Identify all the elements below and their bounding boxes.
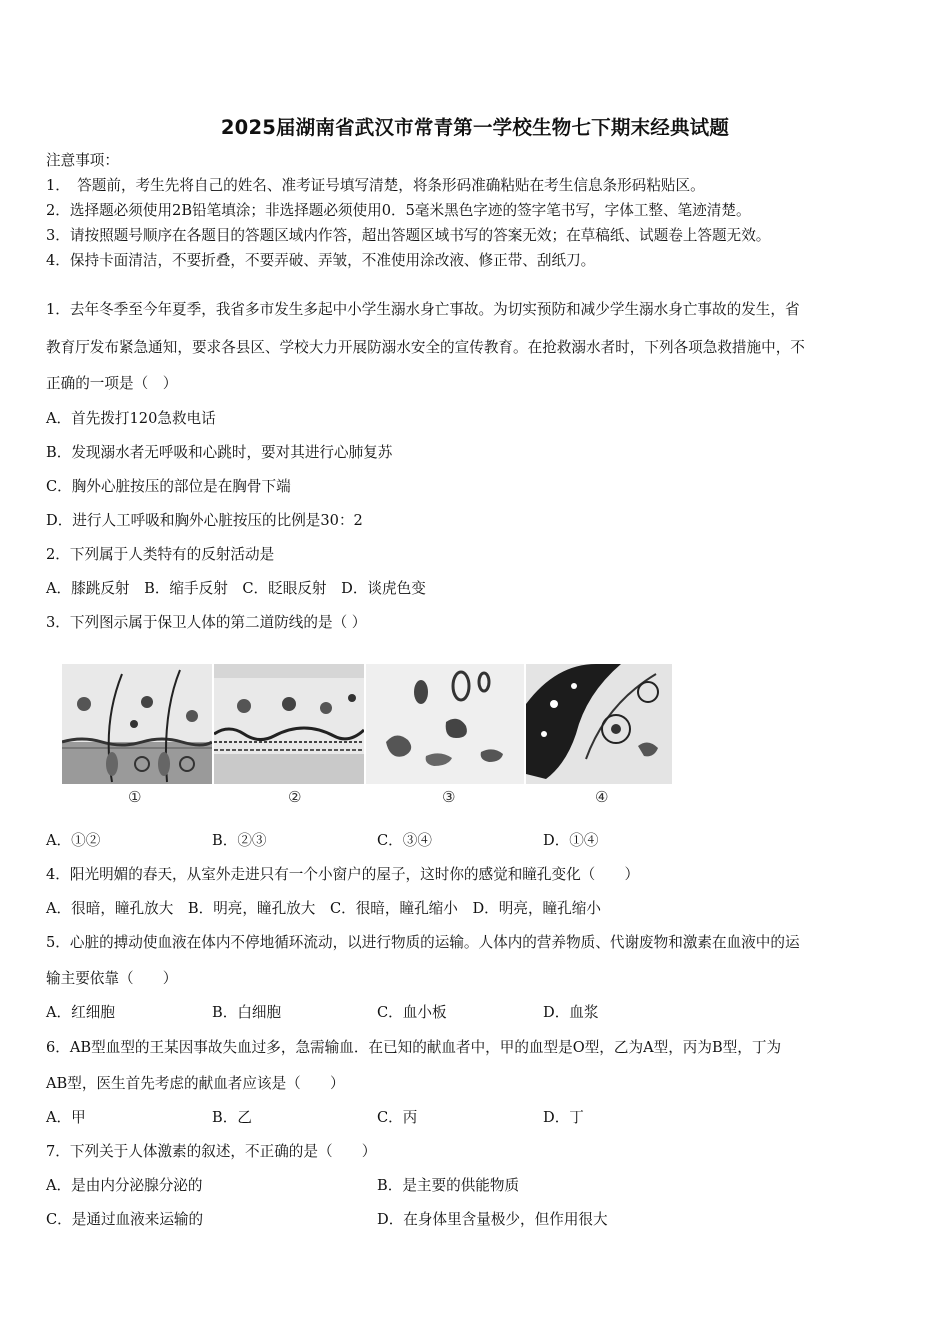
mucosa-illustration [214, 664, 364, 784]
figure-panel-4 [526, 664, 672, 784]
option-b: B．乙 [212, 1109, 252, 1126]
option-d: D．丁 [543, 1109, 584, 1126]
figure-panel-3 [366, 664, 524, 784]
question-stem: 输主要依靠（ ） [46, 970, 178, 987]
option-b: B．发现溺水者无呼吸和心跳时，要对其进行心肺复苏 [46, 444, 393, 461]
figure-label-2: ② [288, 788, 302, 806]
question-stem: 6．AB型血型的王某因事故失血过多，急需输血．在已知的献血者中，甲的血型是O型，乙为A型，丙为B型，丁为 [46, 1039, 782, 1056]
notice-item: 3．请按照题号顺序在各题目的答题区域内作答，超出答题区域书写的答案无效；在草稿纸、试题卷上答题无效。 [46, 227, 771, 244]
option-d: D．①④ [543, 832, 599, 849]
option-c: C．丙 [377, 1109, 418, 1126]
option-c: C．血小板 [377, 1004, 447, 1021]
option-d: D．进行人工呼吸和胸外心脏按压的比例是30：2 [46, 512, 363, 529]
option-d: D．血浆 [543, 1004, 599, 1021]
figure-label-4: ④ [595, 788, 609, 806]
option-d: D．在身体里含量极少，但作用很大 [377, 1211, 608, 1228]
question-stem: AB型，医生首先考虑的献血者应该是（ ） [46, 1075, 345, 1092]
notice-item: 1． 答题前，考生先将自己的姓名、准考证号填写清楚，将条形码准确粘贴在考生信息条形码粘贴区。 [46, 177, 705, 194]
option-b: B．白细胞 [212, 1004, 282, 1021]
options-row: A．很暗，瞳孔放大 B．明亮，瞳孔放大 C．很暗，瞳孔缩小 D．明亮，瞳孔缩小 [46, 900, 601, 917]
option-c: C．是通过血液来运输的 [46, 1211, 204, 1228]
figure-panel-1 [62, 664, 212, 784]
question-stem: 1．去年冬季至今年夏季，我省多市发生多起中小学生溺水身亡事故。为切实预防和减少学生溺水身亡事故的发生，省 [46, 301, 800, 318]
figure-panel-2 [214, 664, 364, 784]
figure-label-1: ① [128, 788, 142, 806]
defense-line-figure [62, 664, 672, 814]
question-stem: 7．下列关于人体激素的叙述，不正确的是（ ） [46, 1143, 377, 1160]
options-row: A．膝跳反射 B．缩手反射 C．眨眼反射 D．谈虎色变 [46, 580, 426, 597]
option-a: A．首先拨打120急救电话 [46, 410, 216, 427]
phagocyte-illustration [526, 664, 672, 784]
question-stem: 5．心脏的搏动使血液在体内不停地循环流动，以进行物质的运输。人体内的营养物质、代谢废物和激素在血液中的运 [46, 934, 800, 951]
body-fluid-illustration [366, 664, 524, 784]
option-a: A．甲 [46, 1109, 86, 1126]
page-title: 2025届湖南省武汉市常青第一学校生物七下期末经典试题 [220, 116, 730, 139]
option-a: A．是由内分泌腺分泌的 [46, 1177, 203, 1194]
option-b: B．②③ [212, 832, 267, 849]
question-stem: 2．下列属于人类特有的反射活动是 [46, 546, 275, 563]
figure-label-3: ③ [442, 788, 456, 806]
question-stem: 3．下列图示属于保卫人体的第二道防线的是（ ） [46, 614, 367, 631]
question-stem: 正确的一项是（ ） [46, 375, 178, 392]
notice-item: 2．选择题必须使用2B铅笔填涂；非选择题必须使用0．5毫米黑色字迹的签字笔书写，字体工整、笔迹清楚。 [46, 202, 751, 219]
question-stem: 教育厅发布紧急通知，要求各县区、学校大力开展防溺水安全的宣传教育。在抢救溺水者时，下列各项急救措施中，不 [46, 339, 805, 356]
option-b: B．是主要的供能物质 [377, 1177, 520, 1194]
notice-item: 4．保持卡面清洁，不要折叠，不要弄破、弄皱，不准使用涂改液、修正带、刮纸刀。 [46, 252, 596, 269]
question-stem: 4．阳光明媚的春天，从室外走进只有一个小窗户的屋子，这时你的感觉和瞳孔变化（ ） [46, 866, 640, 883]
notice-heading: 注意事项： [46, 152, 119, 169]
option-a: A．①② [46, 832, 101, 849]
skin-barrier-illustration [62, 664, 212, 784]
option-a: A．红细胞 [46, 1004, 115, 1021]
option-c: C．③④ [377, 832, 432, 849]
option-c: C．胸外心脏按压的部位是在胸骨下端 [46, 478, 291, 495]
